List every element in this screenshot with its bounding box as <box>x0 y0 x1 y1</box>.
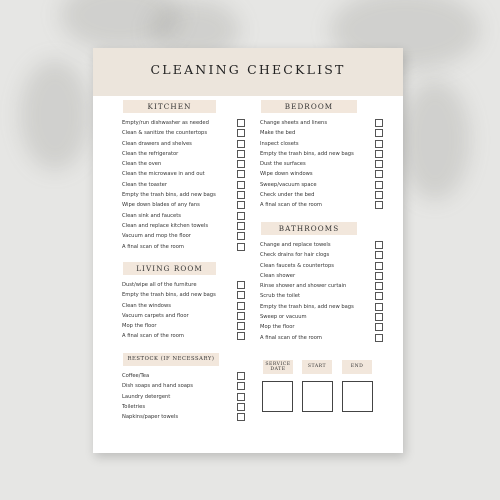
checklist-item <box>122 118 249 128</box>
kitchen-section <box>122 100 249 252</box>
checklist-item <box>122 280 249 290</box>
bedroom-section <box>260 100 387 211</box>
checklist-item-label: Clean & sanitize the countertops <box>122 130 208 137</box>
checklist-item-label: Clean the refrigerator <box>122 150 179 157</box>
checklist-item-label: Clean faucets & countertops <box>260 262 334 269</box>
checklist-item <box>122 321 249 331</box>
checklist-item <box>122 139 249 149</box>
checklist-item-label: Laundry detergent <box>122 393 171 400</box>
checklist-item-label: Empty/run dishwasher as needed <box>122 120 209 126</box>
checkbox[interactable] <box>237 403 245 411</box>
checkbox[interactable] <box>375 282 383 290</box>
checkbox[interactable] <box>237 312 245 320</box>
checklist-item-label: Wipe down windows <box>260 171 313 178</box>
leaf-shadow <box>20 60 90 170</box>
checkbox[interactable] <box>375 313 383 321</box>
checkbox[interactable] <box>237 393 245 401</box>
checklist-item <box>122 231 249 241</box>
checklist-item <box>122 402 249 412</box>
checklist-item-label: Check drains for hair clogs <box>260 252 330 259</box>
kitchen-title: KITCHEN <box>123 100 216 113</box>
checklist-item-label: Clean drawers and shelves <box>122 140 192 147</box>
checklist-item <box>122 381 249 391</box>
restock-list <box>122 371 249 422</box>
bathrooms-section <box>260 222 387 343</box>
bedroom-title: BEDROOM <box>261 100 357 113</box>
checklist-item-label: Empty the trash bins, add new bags <box>260 303 354 310</box>
living-room-section <box>122 262 249 342</box>
checklist-item <box>122 311 249 321</box>
checklist-item-label: Rinse shower and shower curtain <box>260 283 347 290</box>
checklist-item-label: Clean sink and faucets <box>122 212 181 219</box>
checkbox[interactable] <box>237 222 245 230</box>
checkbox[interactable] <box>237 382 245 390</box>
checklist-item <box>260 250 387 260</box>
checklist-item <box>122 301 249 311</box>
checklist-item-label: Empty the trash bins, add new bags <box>122 192 216 199</box>
end-label: END <box>342 360 372 374</box>
checkbox[interactable] <box>237 322 245 330</box>
checkbox[interactable] <box>375 334 383 342</box>
start-box[interactable] <box>302 381 333 412</box>
checklist-item <box>260 118 387 128</box>
checklist-item <box>122 331 249 341</box>
checklist-item <box>122 159 249 169</box>
checkbox[interactable] <box>237 281 245 289</box>
checklist-item-label: Mop the floor <box>260 324 295 331</box>
checklist-item-label: Clean the microwave in and out <box>122 171 205 178</box>
checklist-item <box>122 290 249 300</box>
checkbox[interactable] <box>237 243 245 251</box>
checkbox[interactable] <box>375 201 383 209</box>
checklist-paper <box>93 48 403 453</box>
checklist-item <box>122 211 249 221</box>
checklist-item <box>260 159 387 169</box>
checklist-item-label: Inspect closets <box>260 140 299 147</box>
checklist-item <box>260 149 387 159</box>
checkbox[interactable] <box>237 150 245 158</box>
checkbox[interactable] <box>375 292 383 300</box>
checklist-item-label: A final scan of the room <box>122 243 184 250</box>
checklist-item <box>122 221 249 231</box>
checklist-item <box>260 180 387 190</box>
living-room-list <box>122 280 249 342</box>
checklist-item <box>122 169 249 179</box>
service-date-box[interactable] <box>262 381 293 412</box>
checklist-item-label: Clean the windows <box>122 302 171 309</box>
checkbox[interactable] <box>375 160 383 168</box>
checklist-item-label: Wipe down blades of any fans <box>122 202 200 209</box>
checklist-item <box>260 271 387 281</box>
end-box[interactable] <box>342 381 373 412</box>
checkbox[interactable] <box>237 181 245 189</box>
checklist-item <box>260 139 387 149</box>
checklist-item <box>260 291 387 301</box>
living-room-title: LIVING ROOM <box>123 262 216 275</box>
bathrooms-list <box>260 240 387 343</box>
checkbox[interactable] <box>237 372 245 380</box>
checkbox[interactable] <box>375 262 383 270</box>
checkbox[interactable] <box>375 150 383 158</box>
checkbox[interactable] <box>237 201 245 209</box>
checkbox[interactable] <box>237 119 245 127</box>
checklist-item-label: Make the bed <box>260 130 296 137</box>
checklist-item-label: Dust/wipe all of the furniture <box>122 282 197 288</box>
checklist-item <box>260 169 387 179</box>
checkbox[interactable] <box>375 140 383 148</box>
checklist-item <box>260 281 387 291</box>
checkbox[interactable] <box>237 191 245 199</box>
checklist-item <box>122 149 249 159</box>
checkbox[interactable] <box>375 170 383 178</box>
checklist-item-label: Empty the trash bins, add new bags <box>260 150 354 157</box>
checklist-item-label: Change and replace towels <box>260 242 331 248</box>
checkbox[interactable] <box>237 413 245 421</box>
checklist-item <box>260 312 387 322</box>
checklist-item <box>260 128 387 138</box>
bathrooms-title: BATHROOMS <box>261 222 357 235</box>
checklist-item-label: Clean shower <box>260 272 296 279</box>
checklist-item-label: Clean the toaster <box>122 181 167 188</box>
checklist-item-label: Vacuum and mop the floor <box>122 233 191 240</box>
checklist-item-label: A final scan of the room <box>260 202 322 209</box>
checkbox[interactable] <box>237 332 245 340</box>
checklist-item-label: Mop the floor <box>122 323 157 330</box>
checklist-item <box>122 371 249 381</box>
checkbox[interactable] <box>375 303 383 311</box>
checklist-item-label: Empty the trash bins, add new bags <box>122 292 216 299</box>
checklist-item <box>260 261 387 271</box>
checkbox[interactable] <box>237 291 245 299</box>
checklist-item <box>122 190 249 200</box>
checklist-item-label: A final scan of the room <box>260 334 322 341</box>
checkbox[interactable] <box>237 212 245 220</box>
checklist-item-label: Napkins/paper towels <box>122 414 179 421</box>
checklist-item <box>260 302 387 312</box>
checkbox[interactable] <box>237 302 245 310</box>
restock-title: RESTOCK (IF NECESSARY) <box>123 353 219 366</box>
checklist-item-label: A final scan of the room <box>122 333 184 340</box>
checklist-item <box>260 240 387 250</box>
checklist-item-label: Dust the surfaces <box>260 161 306 168</box>
checkbox[interactable] <box>375 181 383 189</box>
start-label: START <box>302 360 332 374</box>
checklist-item <box>260 322 387 332</box>
checklist-item <box>122 128 249 138</box>
checklist-item-label: Scrub the toilet <box>260 293 300 300</box>
checklist-item-label: Dish soaps and hand soaps <box>122 383 193 390</box>
checklist-item-label: Coffee/Tea <box>122 373 150 379</box>
kitchen-list <box>122 118 249 252</box>
checkbox[interactable] <box>237 140 245 148</box>
checkbox[interactable] <box>375 119 383 127</box>
checklist-item <box>122 412 249 422</box>
checklist-item-label: Change sheets and linens <box>260 120 328 126</box>
page-title: CLEANING CHECKLIST <box>150 62 346 77</box>
checklist-item <box>260 333 387 343</box>
checklist-item-label: Sweep or vacuum <box>260 314 307 321</box>
checklist-item-label: Clean and replace kitchen towels <box>122 222 209 229</box>
checklist-item-label: Sweep/vacuum space <box>260 181 317 188</box>
checkbox[interactable] <box>375 323 383 331</box>
restock-section <box>122 353 249 422</box>
checkbox[interactable] <box>375 251 383 259</box>
checkbox[interactable] <box>375 129 383 137</box>
checkbox[interactable] <box>237 232 245 240</box>
checklist-item-label: Vacuum carpets and floor <box>122 312 189 319</box>
checklist-item <box>122 242 249 252</box>
leaf-shadow <box>400 80 470 200</box>
checklist-item <box>122 180 249 190</box>
service-date-label: SERVICE DATE <box>263 360 293 374</box>
bedroom-list <box>260 118 387 211</box>
checkbox[interactable] <box>375 191 383 199</box>
checkbox[interactable] <box>375 241 383 249</box>
checklist-item-label: Clean the oven <box>122 161 162 168</box>
checklist-item-label: Toiletries <box>122 403 146 410</box>
checklist-item <box>122 392 249 402</box>
checklist-item <box>260 200 387 210</box>
checkbox[interactable] <box>375 272 383 280</box>
checkbox[interactable] <box>237 170 245 178</box>
checklist-item <box>122 200 249 210</box>
checkbox[interactable] <box>237 160 245 168</box>
checkbox[interactable] <box>237 129 245 137</box>
checklist-item <box>260 190 387 200</box>
checklist-item-label: Check under the bed <box>260 192 315 199</box>
